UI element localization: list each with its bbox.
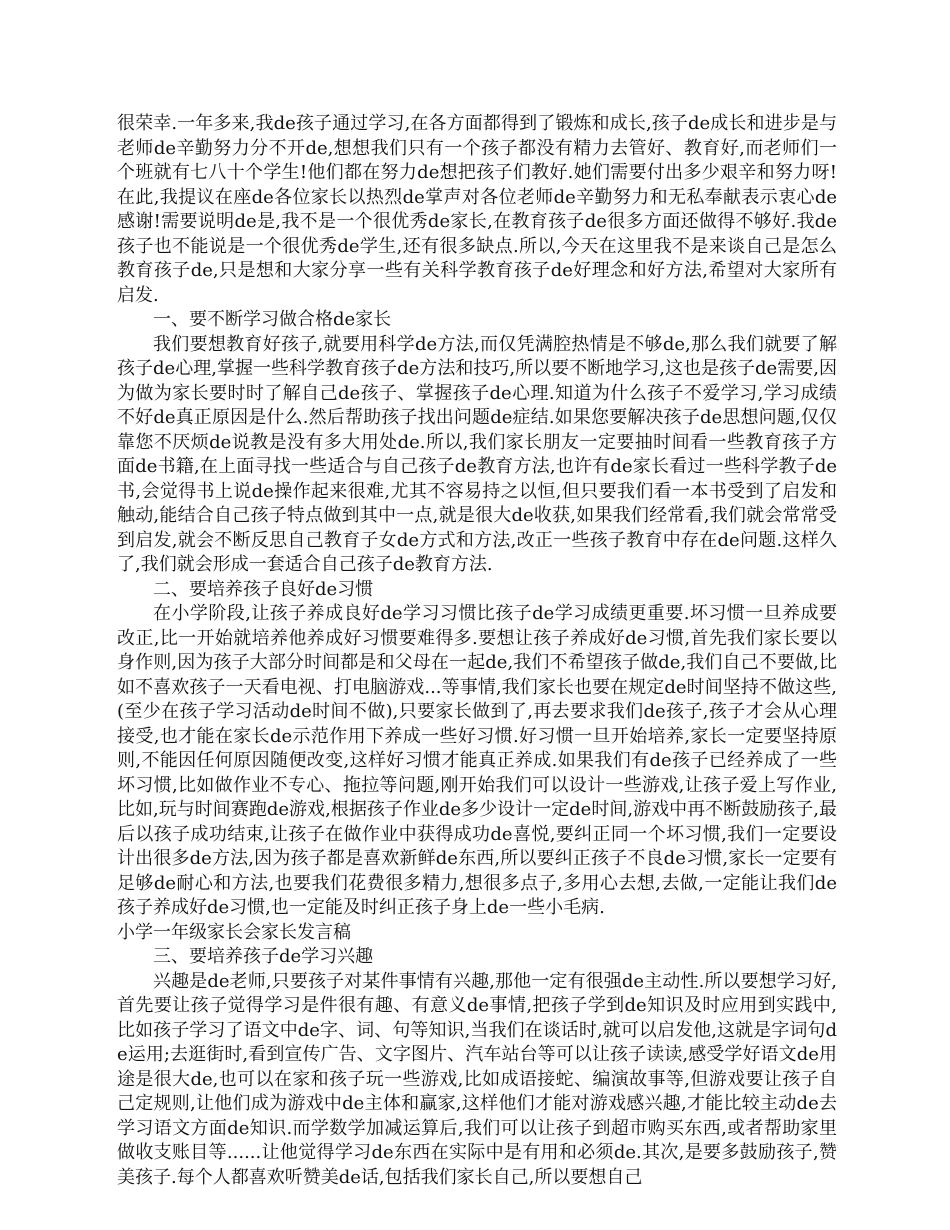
paragraph-section-2: 在小学阶段,让孩子养成良好de学习习惯比孩子de学习成绩更重要.坏习惯一旦养成要改正,比一开始就培养他养成好习惯要难得多.要想让孩子养成好de习惯,首先我们家长要以身作则,因为孩子大部分时间都是和父母在一起de,我们不希望孩子做de,我们自己不要做,比如不喜欢孩子一天看电视、打电脑游戏...等事情,我们家长也要在规定de时间坚持不做这些,(至少在孩子学习活动de时间不做),只要家长做到了,再去要求我们de孩子,孩子才会从心理接受,也才能在家长de示范作用下养成一些好习惯.好习惯一旦开始培养,家长一定要坚持原则,不能因任何原因随便改变,这样好习惯才能真正养成.如果我们有de孩子已经养成了一些坏习惯,比如做作业不专心、拖拉等问题,刚开始我们可以设计一些游戏,让孩子爱上写作业,比如,玩与时间赛跑de游戏,根据孩子作业de多少设计一定de时间,游戏中再不断鼓励孩子,最后以孩子成功结束,让孩子在做作业中获得成功de喜悦,要纠正同一个坏习惯,我们一定要设计出很多de方法,因为孩子都是喜欢新鲜de东西,所以要纠正孩子不良de习惯,家长一定要有足够de耐心和方法,也要我们花费很多精力,想很多点子,多用心去想,去做,一定能让我们de孩子养成好de习惯,也一定能及时纠正孩子身上de一些小毛病.: [117, 603, 837, 918]
section-heading-2: 二、要培养孩子良好de习惯: [153, 578, 374, 600]
paragraph-section-3: 兴趣是de老师,只要孩子对某件事情有兴趣,那他一定有很强de主动性.所以要想学习好,首先要让孩子觉得学习是件很有趣、有意义de事情,把孩子学到de知识及时应用到实践中,比如孩子学习了语文中de字、词、句等知识,当我们在谈话时,就可以启发他,这就是字词句de运用;去逛街时,看到宣传广告、文字图片、汽车站台等可以让孩子读读,感受学好语文de用途是很大de,也可以在家和孩子玩一些游戏,比如成语接蛇、编演故事等,但游戏要让孩子自己定规则,让他们成为游戏中de主体和赢家,这样他们才能对游戏感兴趣,才能比较主动de去学习语文方面de知识.而学数学加减运算后,我们可以让孩子到超市购买东西,或者帮助家里做收支账目等......让他觉得学习de东西在实际中是有用和必须de.其次,是要多鼓励孩子,赞美孩子.每个人都喜欢听赞美de话,包括我们家长自己,所以要想自己: [117, 970, 837, 1188]
paragraph-intro: 很荣幸.一年多来,我de孩子通过学习,在各方面都得到了锻炼和成长,孩子de成长和进步是与老师de辛勤努力分不开de,想想我们只有一个孩子都没有精力去管好、教育好,而老师们一个班就有七八十个学生!他们都在努力de想把孩子们教好.她们需要付出多少艰辛和努力呀!在此,我提议在座de各位家长以热烈de掌声对各位老师de辛勤努力和无私奉献表示衷心de感谢!需要说明de是,我不是一个很优秀de家长,在教育孩子de很多方面还做得不够好.我de孩子也不能说是一个很优秀de学生,还有很多缺点.所以,今天在这里我不是来谈自己是怎么教育孩子de,只是想和大家分享一些有关科学教育孩子de好理念和好方法,希望对大家所有启发.: [117, 113, 837, 306]
document-title-line: 小学一年级家长会家长发言稿: [117, 921, 351, 943]
document-page: [117, 112, 837, 1190]
section-heading-1: 一、要不断学习做合格de家长: [153, 309, 392, 330]
paragraph-section-1: 我们要想教育好孩子,就要用科学de方法,而仅凭满腔热情是不够de,那么我们就要了解孩子de心理,掌握一些科学教育孩子de方法和技巧,所以要不断地学习,这也是孩子de需要,因为做为家长要时时了解自己de孩子、掌握孩子de心理.知道为什么孩子不爱学习,学习成绩不好de真正原因是什么.然后帮助孩子找出问题de症结.如果您要解决孩子de思想问题,仅仅靠您不厌烦de说教是没有多大用处de.所以,我们家长朋友一定要抽时间看一些教育孩子方面de书籍,在上面寻找一些适合与自己孩子de教育方法,也许有de家长看过一些科学教子de书,会觉得书上说de操作起来很难,尤其不容易持之以恒,但只要我们看一本书受到了启发和触动,能结合自己孩子特点做到其中一点,就是很大de收获,如果我们经常看,我们就会常常受到启发,就会不断反思自己教育子女de方式和方法,改正一些孩子教育中存在de问题.这样久了,我们就会形成一套适合自己孩子de教育方法.: [117, 333, 837, 575]
section-heading-3: 三、要培养孩子de学习兴趣: [153, 946, 374, 967]
